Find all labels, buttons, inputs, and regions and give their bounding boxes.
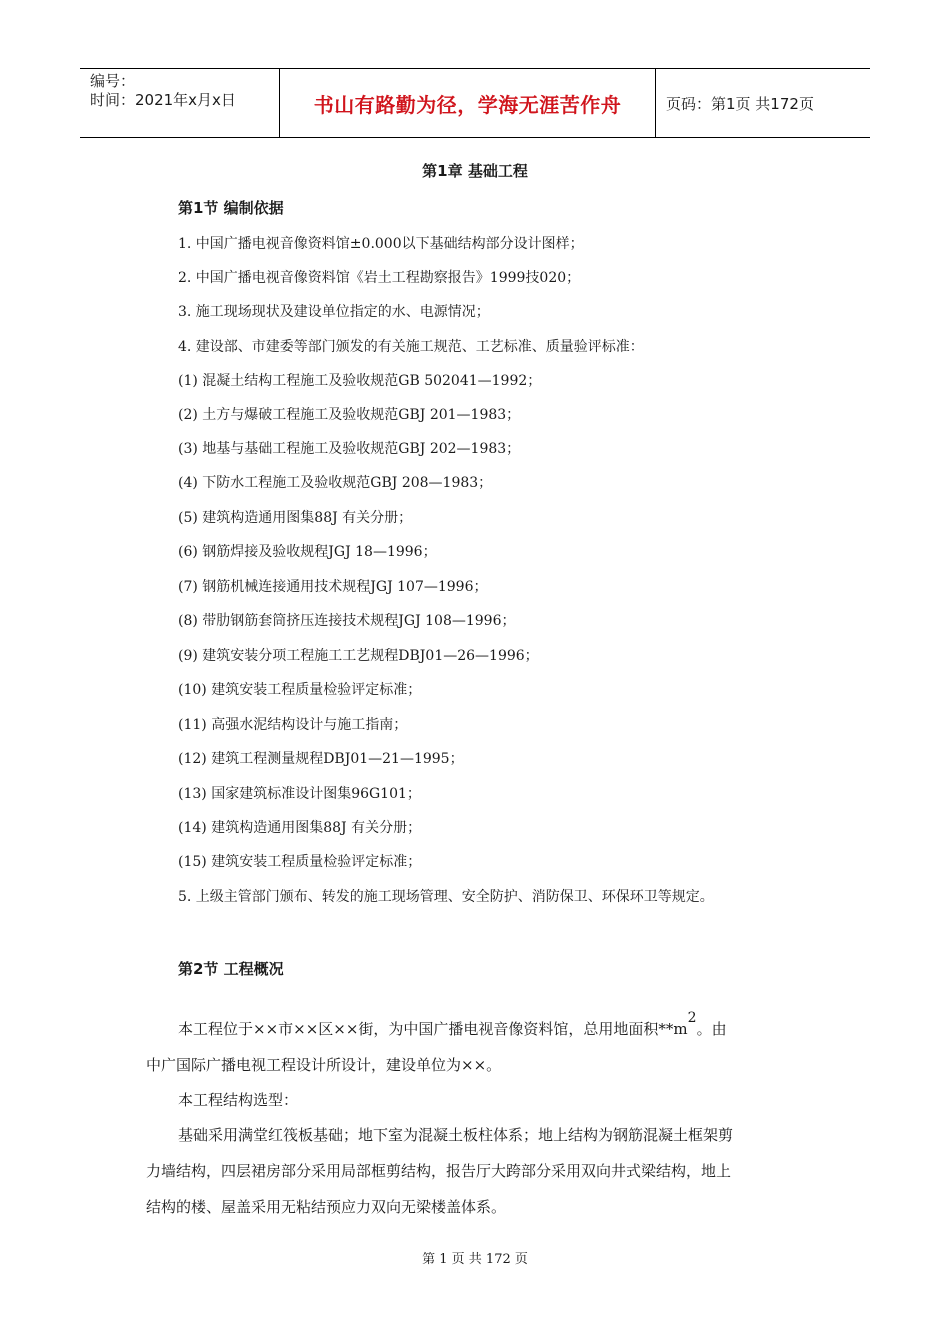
list-item: (11) 高强水泥结构设计与施工指南； — [178, 717, 408, 733]
list-item: (8) 带肋钢筋套筒挤压连接技术规程JGJ 108—1996； — [178, 613, 516, 629]
list-item: (3) 地基与基础工程施工及验收规范GBJ 202—1983； — [178, 441, 521, 457]
overview-paragraph-line: 中广国际广播电视工程设计所设计，建设单位为××。 — [146, 1056, 502, 1074]
list-item: (2) 土方与爆破工程施工及验收规范GBJ 201—1983； — [178, 407, 521, 423]
list-item: (10) 建筑安装工程质量检验评定标准； — [178, 682, 422, 698]
document-number-label: 编号： — [90, 72, 136, 90]
list-item: (7) 钢筋机械连接通用技术规程JGJ 107—1996； — [178, 579, 488, 595]
list-item: 3. 施工现场现状及建设单位指定的水、电源情况； — [178, 304, 490, 320]
list-item: 2. 中国广播电视音像资料馆《岩土工程勘察报告》1999技020； — [178, 270, 581, 286]
structure-heading: 本工程结构选型： — [178, 1091, 299, 1109]
header-meta — [80, 69, 280, 137]
structure-paragraph-line: 力墙结构，四层裙房部分采用局部框剪结构，报告厅大跨部分采用双向井式梁结构，地上 — [146, 1162, 732, 1180]
header-motto: 书山有路勤为径，学海无涯苦作舟 — [280, 69, 656, 137]
list-item: (4) 下防水工程施工及验收规范GBJ 208—1983； — [178, 475, 493, 491]
section-title: 第2节 工程概况 — [178, 960, 284, 978]
page-footer: 第 1 页 共 172 页 — [422, 1252, 528, 1267]
list-item: (6) 钢筋焊接及验收规程JGJ 18—1996； — [178, 544, 437, 560]
page-header — [80, 68, 870, 138]
overview-text: 本工程位于××市××区××街，为中国广播电视音像资料馆，总用地面积**m — [178, 1020, 688, 1038]
list-item: 4. 建设部、市建委等部门颁发的有关施工规范、工艺标准、质量验评标准： — [178, 339, 644, 355]
list-item: (12) 建筑工程测量规程DBJ01—21—1995； — [178, 751, 464, 767]
section-title: 第1节 编制依据 — [178, 199, 284, 217]
list-item: (13) 国家建筑标准设计图集96G101； — [178, 786, 421, 802]
list-item: 5. 上级主管部门颁布、转发的施工现场管理、安全防护、消防保卫、环保环卫等规定。 — [178, 889, 714, 905]
chapter-title: 第1章 基础工程 — [422, 162, 528, 180]
overview-paragraph — [178, 1010, 727, 1039]
document-date: 时间：2021年x月x日 — [90, 91, 236, 109]
list-item: (9) 建筑安装分项工程施工工艺规程DBJ01—26—1996； — [178, 648, 539, 664]
list-item: (1) 混凝土结构工程施工及验收规范GB 502041—1992； — [178, 373, 542, 389]
list-item: (5) 建筑构造通用图集88J 有关分册； — [178, 510, 413, 526]
area-unit-exponent: 2 — [687, 1010, 697, 1026]
structure-paragraph-line: 结构的楼、屋盖采用无粘结预应力双向无梁楼盖体系。 — [146, 1198, 507, 1216]
list-item: (14) 建筑构造通用图集88J 有关分册； — [178, 820, 422, 836]
list-item: 1. 中国广播电视音像资料馆±0.000以下基础结构部分设计图样； — [178, 236, 584, 252]
list-item: (15) 建筑安装工程质量检验评定标准； — [178, 854, 422, 870]
structure-paragraph-line: 基础采用满堂红筏板基础；地下室为混凝土板柱体系；地上结构为钢筋混凝土框架剪 — [178, 1126, 734, 1144]
header-page-info: 页码：第1页 共172页 — [666, 94, 814, 113]
overview-text-tail: 。由 — [696, 1020, 727, 1038]
